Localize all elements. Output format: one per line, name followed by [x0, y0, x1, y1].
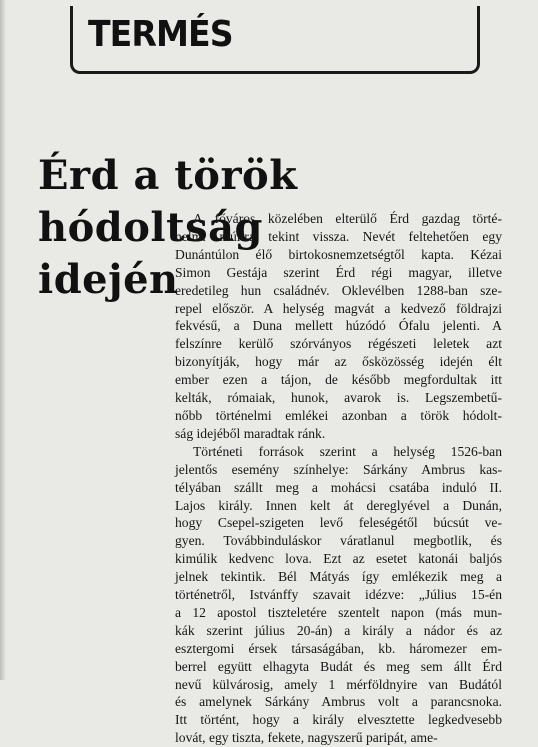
article-text-line: nelmi múltra tekint vissza. Nevét feltehetően egy — [175, 228, 502, 244]
article-text-line: gyen. Továbbinduláskor váratlanul megbotlik, és — [175, 533, 502, 549]
article-text-line: hogy Csepel-szigeten levő feleségétől búcsút ve- — [175, 515, 502, 531]
article-text-line: ság idejéből maradtak ránk. — [175, 425, 326, 441]
article-text-line: repel először. A helység magvát a kedvező földrajzi — [175, 300, 502, 316]
article-text-line: Itt történt, hogy a király elvesztette legkedvesebb — [175, 712, 502, 728]
article-paragraph-2 — [175, 443, 502, 747]
article-title-line-1: Érd a török hódoltság — [38, 152, 298, 251]
article-text-line: bizonyítják, hogy már az ősközösség idején élt — [175, 354, 502, 370]
article-text-line: Simon Gestája szerint Érd régi magyar, illetve — [175, 264, 502, 280]
article-text-line: télyában szállt meg a mohácsi csatába induló II. — [175, 479, 502, 495]
article-text-line: kelták, rómaiak, hunok, avarok is. Legszembetű- — [175, 390, 502, 406]
article-text-line: berrel együtt elhagyta Budát és meg sem állt Érd — [175, 658, 502, 674]
article-text-line: Történeti források szerint a helység 1526-ban — [193, 443, 502, 459]
article-text-line: felszínre kerülő szórványos régészeti leletek azt — [175, 336, 502, 352]
article-text-line: ember ezen a tájon, de később megfordultak itt — [175, 372, 502, 388]
article-text-line: Dunántúlon élő birtokosnemzetségtől kapta. Kézai — [175, 246, 502, 262]
article-text-line: a 12 apostol tiszteletére szentelt napon (más mun- — [175, 604, 502, 620]
scan-margin — [0, 0, 6, 680]
article-text-line: Lajos király. Innen kelt át dereglyével a Dunán, — [175, 497, 502, 513]
section-label: TERMÉS — [88, 14, 233, 55]
article-text-line: eredetileg hun családnév. Oklevélben 1288-ban sze- — [175, 282, 502, 298]
article-text-line: nőbb történelmi emlékei azonban a török hódolt- — [175, 407, 502, 423]
article-body — [175, 210, 502, 746]
article-text-line: és amelynek Sárkány Ambrus volt a parancsnoka. — [175, 694, 502, 710]
article-text-line: A főváros közelében elterülő Érd gazdag törté- — [193, 211, 502, 226]
article-text-line: nevű külvárosig, amely 1 mérföldnyire van Budától — [175, 676, 502, 692]
article-text-line: jelentős esemény színhelye: Sárkány Ambrus kas- — [175, 461, 502, 477]
article-text-line: fekvésű, a Duna mellett húzódó Ófalu jelenti. A — [175, 318, 502, 334]
article-text-line: történetről, Istvánffy szavait idézve: „Július 15-én — [175, 587, 502, 603]
article-paragraph-1 — [175, 210, 502, 443]
article-text-line: lovát, egy tiszta, fekete, nagyszerű paripát, ame- — [175, 730, 438, 746]
article-title-line-2: idején — [38, 256, 179, 303]
article-text-line: kimúlik kedvenc lova. Ezt az esetet katonái baljós — [175, 551, 502, 567]
article-text-line: kák szerint július 20-án) a király a nádor és az — [175, 622, 502, 638]
article-text-line: esztergomi érsek társaságában, kb. háromezer em- — [175, 640, 502, 656]
article-text-line: jelnek tekintik. Bél Mátyás így emlékezik meg a — [175, 569, 502, 585]
